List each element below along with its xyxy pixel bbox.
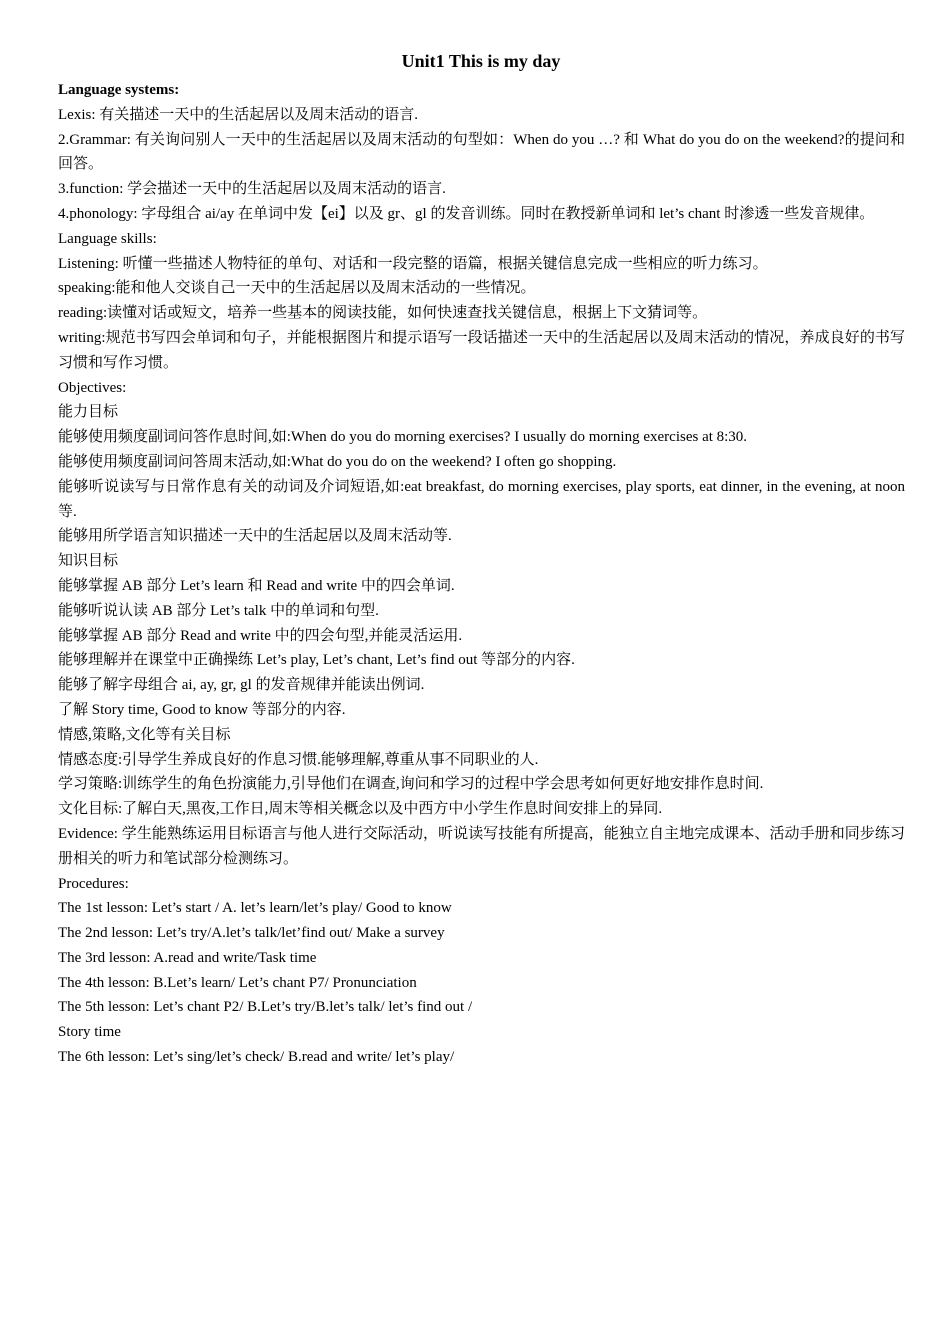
objective-line: 能够听说读写与日常作息有关的动词及介词短语,如:eat breakfast, do morning exercises, play sports, eat dinner, in the evening, at noon 等. (58, 478, 905, 520)
speaking-line: speaking:能和他人交谈自己一天中的生活起居以及周末活动的一些情况。 (58, 280, 536, 297)
heading-procedures: Procedures: (58, 875, 129, 892)
document-body (58, 78, 905, 1070)
heading-objectives: Objectives: (58, 379, 127, 396)
phonology-line: 4.phonology: 字母组合 ai/ay 在单词中发【ei】以及 gr、gl 的发音训练。同时在教授新单词和 let’s chant 时渗透一些发音规律。 (58, 205, 875, 222)
heading-language-skills: Language skills: (58, 230, 157, 247)
document-title: Unit1 This is my day (401, 51, 561, 71)
subheading-ability-goals: 能力目标 (58, 404, 119, 421)
objective-line: 能够理解并在课堂中正确操练 Let’s play, Let’s chant, Let’s find out 等部分的内容. (58, 652, 575, 669)
lesson-line: The 1st lesson: Let’s start / A. let’s learn/let’s play/ Good to know (58, 900, 452, 917)
objective-line: 能够听说认读 AB 部分 Let’s talk 中的单词和句型. (58, 602, 379, 619)
objective-line: 能够掌握 AB 部分 Let’s learn 和 Read and write 中的四会单词. (58, 577, 455, 594)
lesson-line: The 6th lesson: Let’s sing/let’s check/ B.read and write/ let’s play/ (58, 1049, 455, 1066)
objective-line: 学习策略:训练学生的角色扮演能力,引导他们在调查,询问和学习的过程中学会思考如何更好地安排作息时间. (58, 776, 764, 793)
evidence-line: Evidence: 学生能熟练运用目标语言与他人进行交际活动，听说读写技能有所提高，能独立自主地完成课本、活动手册和同步练习册相关的听力和笔试部分检测练习。 (58, 825, 905, 867)
lesson-line: Story time (58, 1024, 121, 1041)
objective-line: 情感态度:引导学生养成良好的作息习惯.能够理解,尊重从事不同职业的人. (58, 751, 539, 768)
subheading-knowledge-goals: 知识目标 (58, 553, 119, 570)
grammar-line: 2.Grammar: 有关询问别人一天中的生活起居以及周末活动的句型如：When do you …? 和 What do you do on the weekend?的提问和回答。 (58, 131, 905, 173)
lesson-line: The 5th lesson: Let’s chant P2/ B.Let’s try/B.let’s talk/ let’s find out / (58, 999, 473, 1016)
objective-line: 能够掌握 AB 部分 Read and write 中的四会句型,并能灵活运用. (58, 627, 463, 644)
subheading-affective-goals: 情感,策略,文化等有关目标 (58, 726, 231, 743)
objective-line: 能够用所学语言知识描述一天中的生活起居以及周末活动等. (58, 528, 452, 545)
listening-line: Listening: 听懂一些描述人物特征的单句、对话和一段完整的语篇，根据关键信息完成一些相应的听力练习。 (58, 255, 768, 272)
lesson-line: The 2nd lesson: Let’s try/A.let’s talk/let’find out/ Make a survey (58, 925, 445, 942)
lexis-line: Lexis: 有关描述一天中的生活起居以及周末活动的语言. (58, 106, 418, 123)
writing-line: writing:规范书写四会单词和句子，并能根据图片和提示语写一段话描述一天中的生活起居以及周末活动的情况，养成良好的书写习惯和写作习惯。 (58, 329, 905, 371)
objective-line: 能够了解字母组合 ai, ay, gr, gl 的发音规律并能读出例词. (58, 677, 425, 694)
lesson-line: The 3rd lesson: A.read and write/Task time (58, 949, 317, 966)
lesson-line: The 4th lesson: B.Let’s learn/ Let’s chant P7/ Pronunciation (58, 974, 417, 991)
objective-line: 文化目标:了解白天,黑夜,工作日,周末等相关概念以及中西方中小学生作息时间安排上的异同. (58, 801, 663, 818)
reading-line: reading:读懂对话或短文，培养一些基本的阅读技能，如何快速查找关键信息，根据上下文猜词等。 (58, 305, 708, 322)
objective-line: 能够使用频度副词问答作息时间,如:When do you do morning exercises? I usually do morning exercises at 8:30. (58, 429, 748, 446)
function-line: 3.function: 学会描述一天中的生活起居以及周末活动的语言. (58, 181, 446, 198)
objective-line: 能够使用频度副词问答周末活动,如:What do you do on the weekend? I often go shopping. (58, 453, 617, 470)
objective-line: 了解 Story time, Good to know 等部分的内容. (58, 701, 346, 718)
heading-language-systems: Language systems: (58, 82, 180, 98)
